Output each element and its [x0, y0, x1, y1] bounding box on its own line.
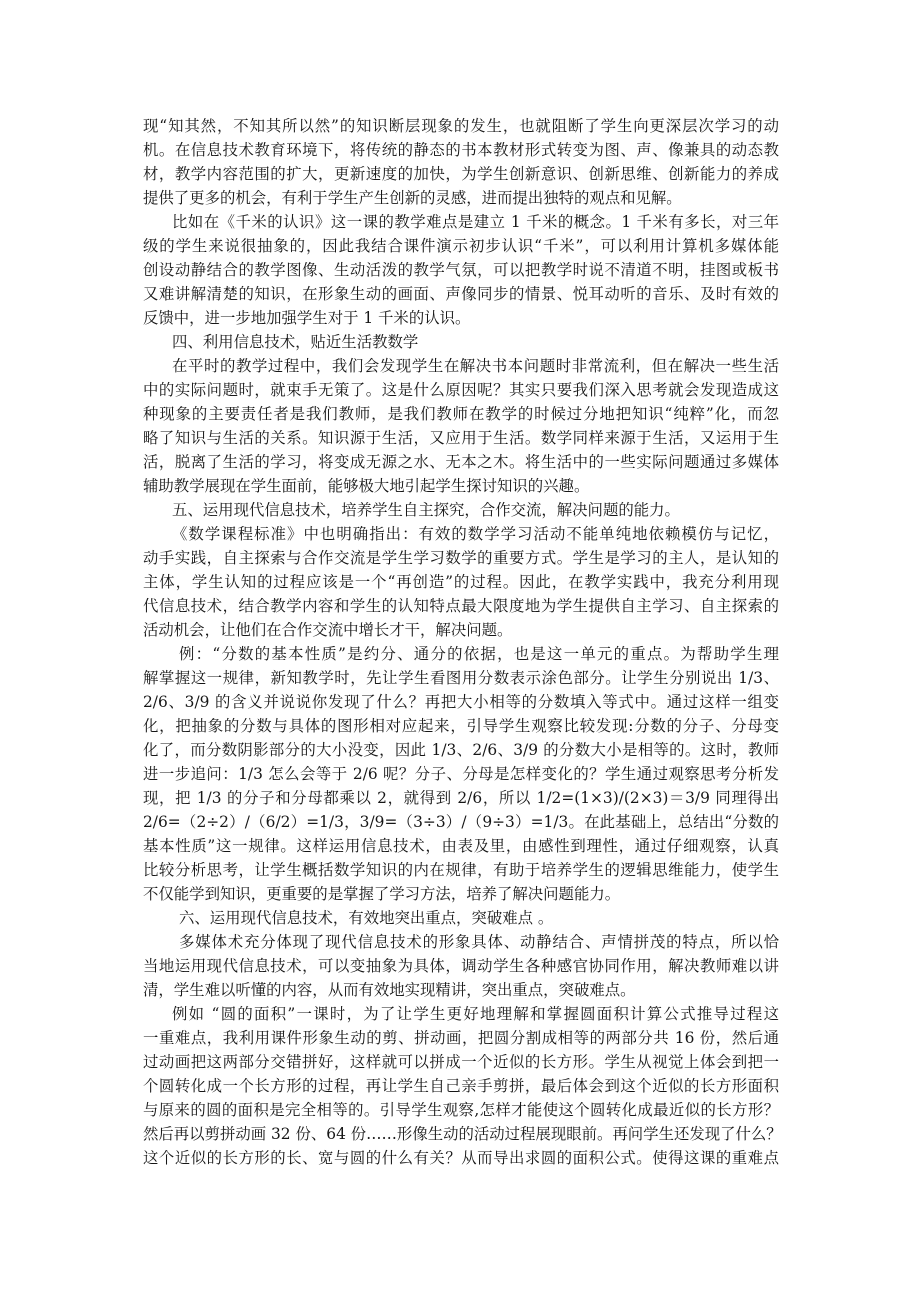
text-line: 过动画把这两部分交错拼好，这样就可以拼成一个近似的长方形。学生从视觉上体会到把一 [143, 1053, 779, 1071]
text-line: 活，脱离了生活的学习，将变成无源之水、无本之木。将生活中的一些实际问题通过多媒体 [143, 453, 779, 471]
text-line: 提供了更多的机会，有利于学生产生创新的灵感，进而提出独特的观点和见解。 [143, 189, 682, 207]
text-line: 反馈中，进一步地加强学生对于 1 千米的认识。 [143, 309, 471, 327]
section-heading-text: 五、运用现代信息技术，培养学生自主探究，合作交流，解决问题的能力。 [172, 501, 680, 519]
text-line: 进一步追问：1/3 怎么会等于 2/6 呢？分子、分母是怎样变化的？学生通过观察思考分析发 [143, 765, 779, 783]
text-line: 中的实际问题时，就束手无策了。这是什么原因呢？其实只要我们深入思考就会发现造成这 [143, 381, 779, 399]
text-line: 比如在《千米的认识》这一课的教学难点是建立 1 千米的概念。1 千米有多长，对三年 [172, 213, 779, 231]
paragraph [143, 114, 779, 210]
section-heading [143, 330, 779, 354]
text-line: 一重难点，我利用课件形象生动的剪、拼动画，把圆分割成相等的两部分共 16 份，然后通 [143, 1029, 779, 1047]
text-line: 然后再以剪拼动画 32 份、64 份……形像生动的活动过程展现眼前。再问学生还发现了什么？ [143, 1125, 782, 1143]
text-line: 现，把 1/3 的分子和分母都乘以 2，就得到 2/6，所以 1/2=(1×3)/(2×3)＝3/9 同理得出 [143, 789, 779, 807]
text-line: 2/6、3/9 的含义并说说你发现了什么？再把大小相等的分数填入等式中。通过这样一组变 [143, 693, 779, 711]
text-line: 例：“分数的基本性质”是约分、通分的依据，也是这一单元的重点。为帮助学生理 [179, 645, 779, 663]
text-line: 《数学课程标准》中也明确指出：有效的数学学习活动不能单纯地依赖模仿与记忆， [172, 525, 779, 543]
text-line: 多媒体术充分体现了现代信息技术的形象具体、动静结合、声情拼茂的特点，所以恰 [179, 933, 779, 951]
text-line: 代信息技术，结合教学内容和学生的认知特点最大限度地为学生提供自主学习、自主探索的 [143, 597, 779, 615]
text-line: 与原来的圆的面积是完全相等的。引导学生观察,怎样才能使这个圆转化成最近似的长方形？ [143, 1101, 779, 1119]
paragraph [143, 522, 779, 642]
section-heading-text: 四、利用信息技术，贴近生活教数学 [172, 333, 419, 351]
text-line: 级的学生来说很抽象的，因此我结合课件演示初步认识“千米”，可以利用计算机多媒体能 [143, 237, 779, 255]
text-line: 个圆转化成一个长方形的过程，再让学生自己亲手剪拼，最后体会到这个近似的长方形面积 [143, 1077, 779, 1095]
text-line: 种现象的主要责任者是我们教师，是我们教师在教学的时候过分地把知识“纯粹”化，而忽 [143, 405, 779, 423]
text-line: 机。在信息技术教育环境下，将传统的静态的书本教材形式转变为图、声、像兼具的动态教 [143, 141, 779, 159]
paragraph [143, 930, 779, 1002]
section-heading [143, 498, 779, 522]
text-line: 在平时的教学过程中，我们会发现学生在解决书本问题时非常流利，但在解决一些生活 [172, 357, 779, 375]
document-body [143, 114, 782, 1170]
section-heading [143, 906, 779, 930]
text-line: 基本性质”这一规律。这样运用信息技术，由表及里，由感性到理性，通过仔细观察，认真 [143, 837, 779, 855]
text-line: 化，把抽象的分数与具体的图形相对应起来，引导学生观察比较发现:分数的分子、分母变 [143, 717, 779, 735]
text-line: 解掌握这一规律，新知教学时，先让学生看图用分数表示涂色部分。让学生分别说出 1/3、 [143, 669, 779, 687]
text-line: 动手实践，自主探索与合作交流是学生学习数学的重要方式。学生是学习的主人，是认知的 [143, 549, 779, 567]
text-line: 清，学生难以听懂的内容，从而有效地实现精讲，突出重点，突破难点。 [143, 981, 636, 999]
text-line: 化了，而分数阴影部分的大小没变，因此 1/3、2/6、3/9 的分数大小是相等的。这时，教师 [143, 741, 779, 759]
text-line: 2/6=（2÷2）/（6/2）=1/3，3/9=（3÷3）/（9÷3）=1/3。在此基础上，总结出“分数的 [143, 813, 779, 831]
text-line: 例如 “圆的面积”一课时，为了让学生更好地理解和掌握圆面积计算公式推导过程这 [172, 1005, 779, 1023]
text-line: 当地运用现代信息技术，可以变抽象为具体，调动学生各种感官协同作用，解决教师难以讲 [143, 957, 779, 975]
text-line: 创设动静结合的教学图像、生动活泼的教学气氛，可以把教学时说不清道不明，挂图或板书 [143, 261, 779, 279]
paragraph [143, 1002, 782, 1170]
section-heading-text: 六、运用现代信息技术，有效地突出重点，突破难点 。 [179, 909, 554, 927]
paragraph [143, 642, 779, 906]
text-line: 又难讲解清楚的知识，在形象生动的画面、声像同步的情景、悦耳动听的音乐、及时有效的 [143, 285, 779, 303]
text-line: 现“知其然，不知其所以然”的知识断层现象的发生，也就阻断了学生向更深层次学习的动 [143, 117, 779, 135]
paragraph [143, 210, 779, 330]
text-line: 这个近似的长方形的长、宽与圆的什么有关？从而导出求圆的面积公式。使得这课的重难点 [143, 1149, 779, 1167]
text-line: 主体，学生认知的过程应该是一个“再创造”的过程。因此，在教学实践中，我充分利用现 [143, 573, 779, 591]
text-line: 比较分析思考，让学生概括数学知识的内在规律，有助于培养学生的逻辑思维能力，使学生 [143, 861, 779, 879]
paragraph [143, 354, 779, 498]
text-line: 辅助教学展现在学生面前，能够极大地引起学生探讨知识的兴趣。 [143, 477, 590, 495]
text-line: 不仅能学到知识，更重要的是掌握了学习方法，培养了解决问题能力。 [143, 885, 621, 903]
text-line: 略了知识与生活的关系。知识源于生活，又应用于生活。数学同样来源于生活，又运用于生 [143, 429, 779, 447]
text-line: 材，教学内容范围的扩大，更新速度的加快，为学生创新意识、创新思维、创新能力的养成 [143, 165, 779, 183]
text-line: 活动机会，让他们在合作交流中增长才干，解决问题。 [143, 621, 513, 639]
